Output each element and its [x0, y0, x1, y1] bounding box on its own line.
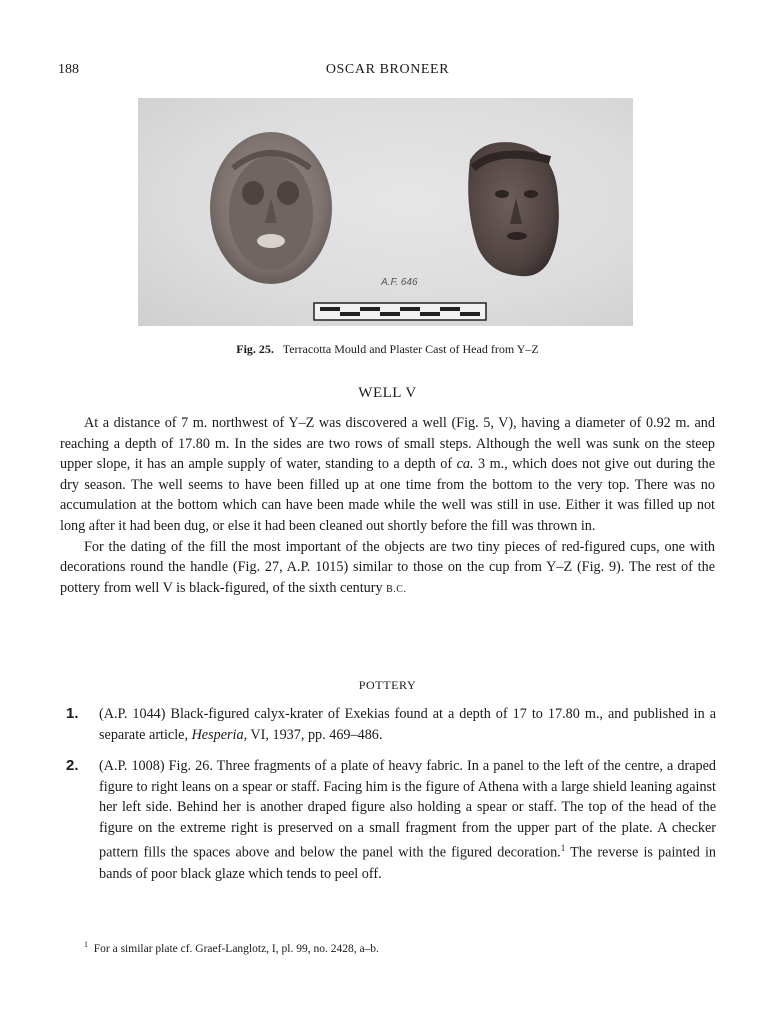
photo-label: A.F. 646 — [381, 277, 418, 288]
body-text — [60, 413, 715, 600]
entry-text: (A.P. 1008) Fig. 26. Three fragments of a plate of heavy fabric. In a panel to the left of the centre, a draped figure to right leans on a spear or staff. Facing him is the figure of Athena with a large shield leaning against her left side. Behind her is another draped figure also holding a spear or staff. The top of the head of the figure on the extreme right is preserved on a small fragment from the upper part of the plate. A checker pattern fills the spaces above and below the panel with the figured decoration.$^1$ The reverse is painted in bands of poor black glaze which tends to peel off. — [99, 758, 717, 882]
figure-caption — [0, 342, 775, 357]
terracotta-mould — [210, 132, 332, 284]
pottery-heading: POTTERY — [358, 678, 417, 692]
page-number: 188 — [58, 62, 79, 77]
section-heading: WELL V — [358, 385, 417, 401]
catalog-entry-2 — [66, 756, 716, 884]
catalog-entry-1 — [66, 704, 716, 745]
running-head: OSCAR BRONEER — [325, 62, 450, 77]
caption-text: Terracotta Mould and Plaster Cast of Head from Y–Z — [282, 342, 539, 356]
footnote-marker: 1 — [84, 940, 88, 949]
paragraph-2: For the dating of the fill the most important of the objects are two tiny pieces of red-figured cups, one with decorations round the handle (Fig. 27, A.P. 1015) similar to those on the cup from Y–Z (Fig. 9). The rest of the pottery from well V is black-figured, of the sixth century B.C. — [60, 538, 715, 596]
scale-bar — [314, 303, 486, 320]
entry-text: (A.P. 1044) Black-figured calyx-krater of Exekias found at a depth of 17 to 17.80 m., and published in a separate article, Hesperia, VI, 1937, pp. 469–486. — [99, 706, 716, 743]
entry-number: 1. — [66, 705, 79, 722]
plaster-cast-head — [468, 142, 559, 276]
footnote-ref: 1 — [560, 843, 566, 854]
caption-number: Fig. 25. — [236, 342, 274, 356]
footnote: $^1$ For a similar plate cf. Graef-Langlotz, I, pl. 99, no. 2428, a–b. — [84, 940, 379, 955]
paragraph-1: At a distance of 7 m. northwest of Y–Z was discovered a well (Fig. 5, V), having a diameter of 0.92 m. and reaching a depth of 17.80 m. In the sides are two rows of small steps. Although the well was sunk on the steep upper slope, it has an ample supply of water, standing to a depth of ca. 3 m., which does not give out during the dry season. The well seems to have been filled up at one time from the bottom to the very top. There was no accumulation at the bottom which can have been made while the well was still in use. Either it was filled up not long after it had been dug, or else it had been cleaned out shortly before the fill was thrown in. — [60, 415, 715, 534]
figure-photo — [138, 98, 633, 326]
entry-number: 2. — [66, 757, 79, 774]
